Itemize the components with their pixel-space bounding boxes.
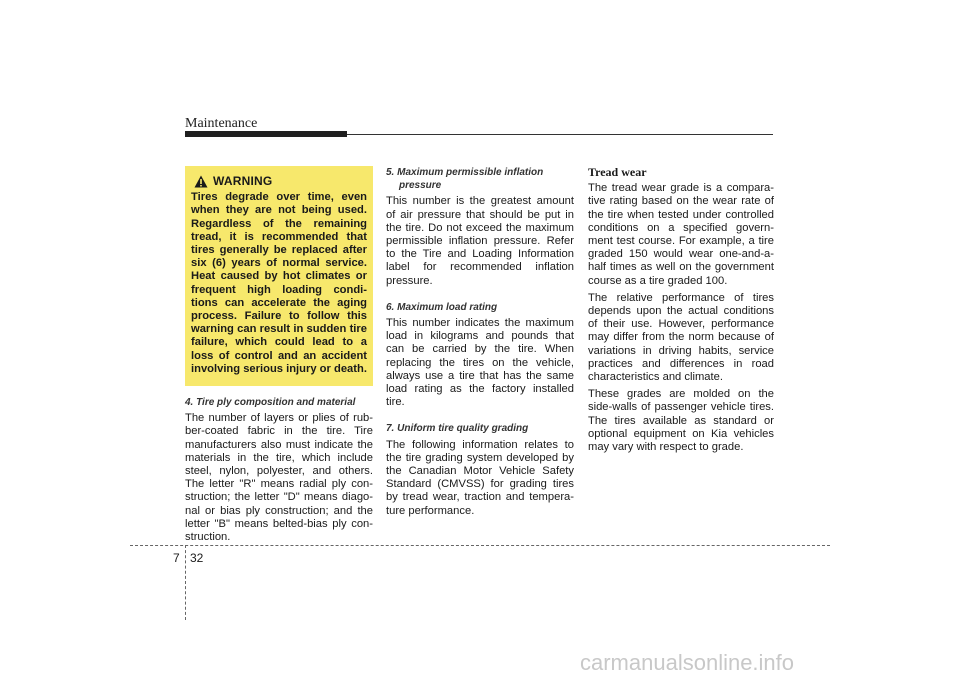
header-rule bbox=[347, 134, 773, 135]
tread-paragraph-1: The tread wear grade is a compara-tive rating based on the wear rate of the tire when tested under controlled conditions on a specified govern-ment test course. For example, a tire graded 150 would wear one-and-a-half times as well on the government course as a tire graded 100. bbox=[588, 182, 774, 287]
footer-rule bbox=[130, 545, 830, 546]
load-heading: 6. Maximum load rating bbox=[386, 301, 498, 313]
pressure-heading-line1: 5. Maximum permissible inflation bbox=[386, 167, 544, 178]
header-bar bbox=[185, 131, 347, 137]
tread-paragraph-2: The relative performance of tires depends upon the actual conditions of their use. However, performance may differ from the norm because of variations in driving habits, service practices and differences in road characteristics and climate. bbox=[588, 291, 774, 384]
warning-title: WARNING bbox=[213, 174, 273, 188]
column-left bbox=[185, 166, 373, 544]
uniform-paragraph: The following information relates to the tire grading system developed by the Canadian Motor Vehicle Safety Standard (CMVSS) for grading tires by tread wear, traction and tempera-ture performance. bbox=[386, 438, 574, 517]
tread-wear-heading: Tread wear bbox=[588, 165, 647, 179]
page-number: 32 bbox=[190, 551, 204, 565]
warning-icon bbox=[194, 175, 208, 188]
uniform-heading: 7. Uniform tire quality grading bbox=[386, 423, 529, 435]
warning-header bbox=[191, 175, 367, 188]
tread-paragraph-3: These grades are molded on the side-walls of passenger vehicle tires. The tires available as standard or optional equipment on Kia vehicles may vary with respect to grade. bbox=[588, 388, 774, 454]
ply-paragraph: The number of layers or plies of rub-ber-coated fabric in the tire. Tire manufacturers also must indicate the materials in the tire, which include steel, nylon, polyester, and others. The letter "R" means radial ply con-struction; the letter "D" means diago-nal or bias ply construction; and the letter "B" means belted-bias ply con-struction. bbox=[185, 412, 373, 544]
pressure-heading-line2: pressure bbox=[399, 180, 442, 192]
ply-heading: 4. Tire ply composition and material bbox=[185, 397, 356, 409]
warning-box bbox=[185, 166, 373, 386]
footer-divider bbox=[185, 545, 186, 620]
pressure-paragraph: This number is the greatest amount of air pressure that should be put in the tire. Do not exceed the maximum permissible inflation pressure. Refer to the Tire and Loading Information label for recommended inflation pressure. bbox=[386, 195, 574, 287]
column-right bbox=[588, 166, 774, 458]
section-title: Maintenance bbox=[185, 116, 258, 131]
load-paragraph: This number indicates the maximum load in kilograms and pounds that can be carried by the tire. When replacing the tires on the vehicle, always use a tire that has the same load rating as the factory installed tire. bbox=[386, 317, 574, 409]
chapter-number: 7 bbox=[173, 551, 180, 565]
column-middle bbox=[386, 166, 574, 518]
watermark: carmanualsonline.info bbox=[580, 650, 795, 675]
warning-text: Tires degrade over time, even when they are not being used. Regardless of the remaining tread, it is recommended that tires generally be replaced after six (6) years of normal service. Heat caused by hot climates or frequent high loading condi-tions can accelerate the aging process. Failure to follow this warning can result in sudden tire failure, which could lead to a loss of control and an accident involving serious injury or death. bbox=[191, 191, 367, 375]
